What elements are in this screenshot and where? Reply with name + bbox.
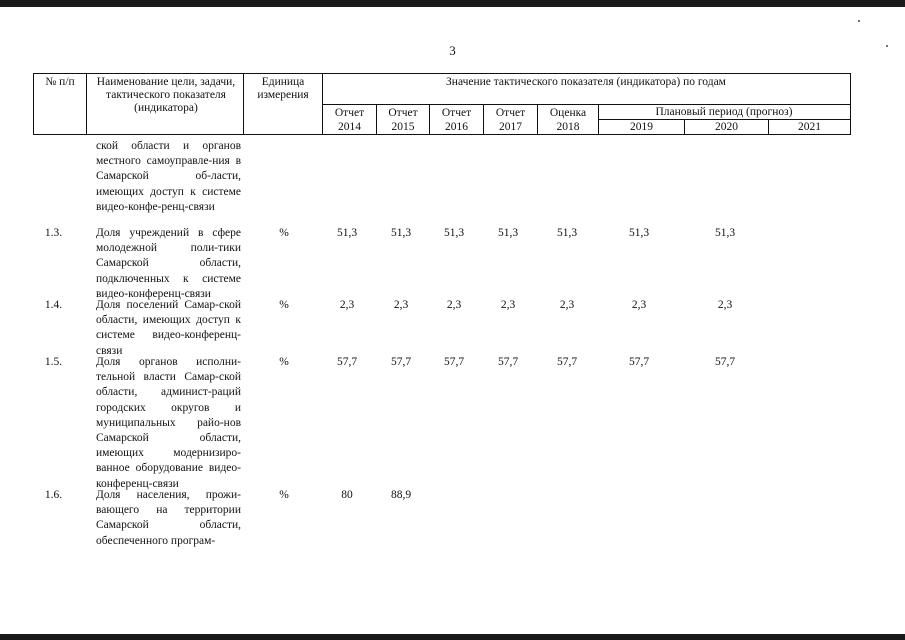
header-year-label: Отчет xyxy=(334,107,365,119)
value-2019: 57,7 xyxy=(628,356,650,368)
value-2015: 88,9 xyxy=(390,489,412,501)
header-year: 2014 xyxy=(338,121,361,133)
header-year-label: Отчет xyxy=(495,107,526,119)
value-2014: 80 xyxy=(341,489,353,501)
header-year: 2015 xyxy=(391,121,415,133)
header-rule xyxy=(322,104,851,105)
value-2018: 2,3 xyxy=(559,299,575,311)
row-name: ской области и органов местного самоуправле-ния в Самарской об-ласти, имеющих доступ к системе видео-конфе-ренц-связи xyxy=(96,140,241,213)
value-2018: 51,3 xyxy=(556,227,578,239)
value-2015: 2,3 xyxy=(393,299,409,311)
row-unit: % xyxy=(279,227,289,239)
page-number: 3 xyxy=(449,43,456,58)
value-2017: 57,7 xyxy=(497,356,519,368)
header-unit: Единица измерения xyxy=(257,76,309,101)
header-plan-year: 2021 xyxy=(798,121,821,133)
header-name: Наименование цели, задачи, тактического показателя (индикатора) xyxy=(96,76,236,114)
row-name: Доля населения, прожи-вающего на территории Самарской области, обеспеченного програм- xyxy=(96,489,241,547)
value-2016: 51,3 xyxy=(443,227,465,239)
value-2014: 57,7 xyxy=(336,356,358,368)
header-year-label: Оценка xyxy=(549,107,587,119)
header-year-col xyxy=(323,106,376,134)
scan-edge-bottom xyxy=(0,634,905,640)
header-number: № п/п xyxy=(45,76,75,88)
value-2020: 51,3 xyxy=(714,227,736,239)
column-border xyxy=(243,73,244,135)
header-year-col xyxy=(538,106,598,134)
value-2019: 51,3 xyxy=(628,227,650,239)
header-plan-year: 2019 xyxy=(630,121,653,133)
row-name: Доля поселений Самар-ской области, имеющих доступ к системе видео-конференц-связи xyxy=(96,299,241,357)
table-header xyxy=(33,73,851,135)
value-2016: 57,7 xyxy=(443,356,465,368)
value-2017: 2,3 xyxy=(500,299,516,311)
row-number: 1.4. xyxy=(44,299,63,311)
row-number: 1.3. xyxy=(44,227,63,239)
header-year-col xyxy=(377,106,429,134)
header-year-label: Отчет xyxy=(388,107,418,119)
header-year: 2016 xyxy=(445,121,468,133)
value-2018: 57,7 xyxy=(556,356,578,368)
value-2015: 51,3 xyxy=(390,227,412,239)
value-2014: 2,3 xyxy=(339,299,355,311)
header-year: 2017 xyxy=(499,121,522,133)
header-rule xyxy=(33,134,851,135)
header-year-col xyxy=(430,106,483,134)
row-unit: % xyxy=(279,356,289,368)
header-year: 2018 xyxy=(556,121,580,133)
header-rule xyxy=(33,73,851,74)
value-2020: 2,3 xyxy=(717,299,733,311)
header-plan-period: Плановый период (прогноз) xyxy=(655,106,793,118)
column-border xyxy=(850,73,851,135)
value-2014: 51,3 xyxy=(336,227,358,239)
row-number: 1.5. xyxy=(44,356,63,368)
value-2016: 2,3 xyxy=(446,299,462,311)
row-unit: % xyxy=(279,299,289,311)
header-plan-year: 2020 xyxy=(715,121,738,133)
row-name: Доля органов исполни-тельной власти Самар-ской области, админист-раций городских округов и муниципальных райо-нов Самарской области, имеющих модернизиро-ванное оборудование видео-конференц-связи xyxy=(96,356,241,490)
row-unit: % xyxy=(279,489,289,501)
column-border xyxy=(86,73,87,135)
header-year-col xyxy=(484,106,537,134)
header-values: Значение тактического показателя (индикатора) по годам xyxy=(446,76,726,88)
scan-edge-top xyxy=(0,0,905,7)
scan-speck xyxy=(858,20,860,22)
value-2017: 51,3 xyxy=(497,227,519,239)
value-2015: 57,7 xyxy=(390,356,412,368)
header-year-label: Отчет xyxy=(441,107,472,119)
row-number: 1.6. xyxy=(44,489,63,501)
value-2019: 2,3 xyxy=(631,299,647,311)
column-border xyxy=(33,73,34,135)
row-name: Доля учреждений в сфере молодежной поли-тики Самарской области, подключенных к системе видео-конференц-связи xyxy=(96,227,241,300)
value-2020: 57,7 xyxy=(714,356,736,368)
